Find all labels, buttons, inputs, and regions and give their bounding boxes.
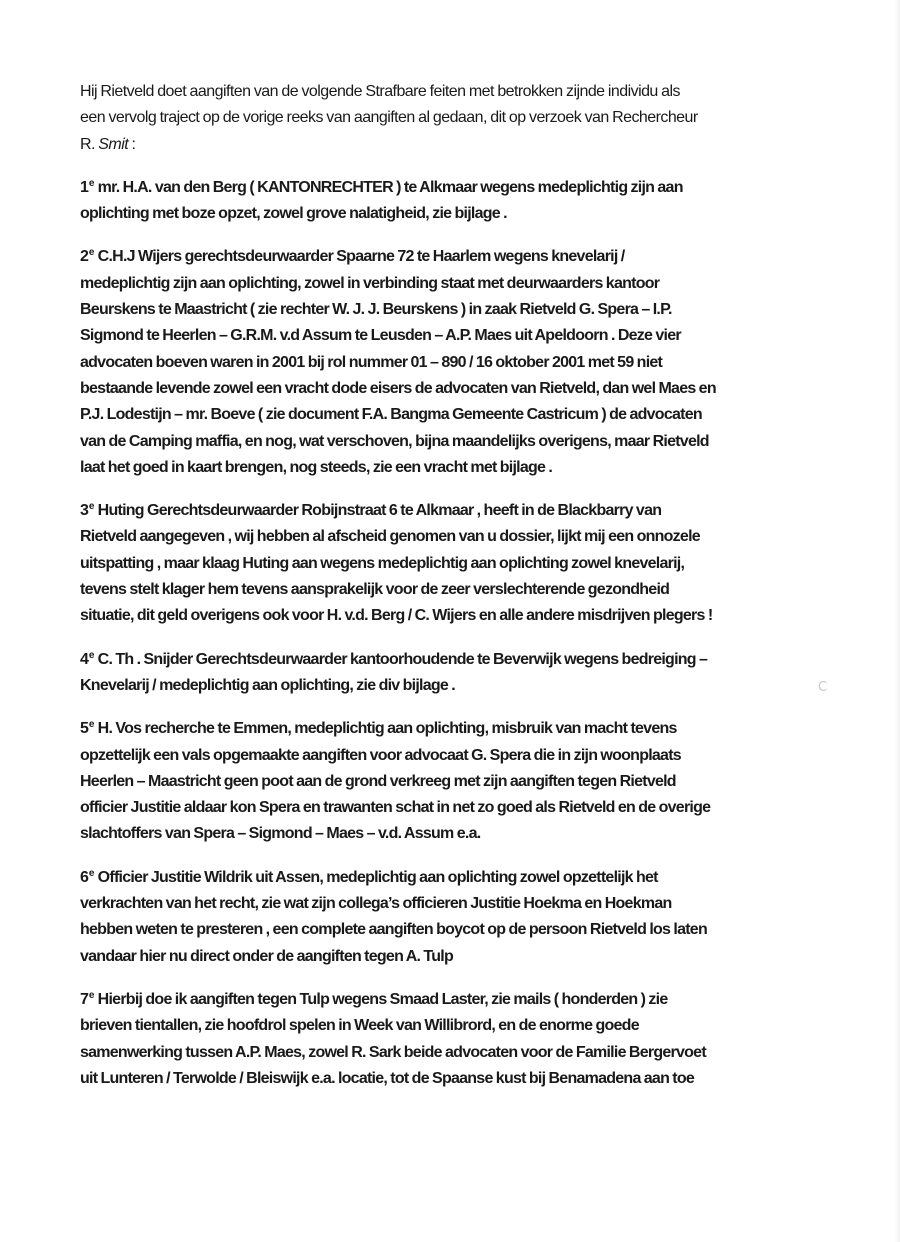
complaint-line [80,821,840,847]
line-text: C. Th . Snijder Gerechtsdeurwaarder kantoorhoudende te Beverwijk wegens bedreiging – [94,650,708,668]
complaint-line [80,769,840,795]
complaint-line [80,795,840,821]
item-number: 2 [80,248,89,266]
line-text: uitspatting , maar klaag Huting aan wegens medeplichtig aan oplichting zowel knevelarij, [80,554,685,572]
line-text: C.H.J Wijers gerechtsdeurwaarder Spaarne 72 te Haarlem wegens knevelarij / [94,248,625,266]
complaint-line [80,297,840,323]
line-text: oplichting met boze opzet, zowel grove nalatigheid, zie bijlage . [80,205,507,223]
complaint-line [80,376,840,402]
intro-paragraph [80,79,840,158]
line-text: slachtoffers van Spera – Sigmond – Maes – v.d. Assum e.a. [80,825,481,843]
line-text: Heerlen – Maastricht geen poot aan de grond verkreeg met zijn aangiften tegen Rietveld [80,772,676,790]
item-number: 4 [80,650,89,668]
complaint-line [80,647,840,673]
scan-edge [894,0,900,1242]
ordinal-suffix: e [88,177,95,189]
complaint-item [80,175,840,228]
complaint-line [80,987,840,1013]
complaint-item [80,865,840,970]
line-text: Beurskens te Maastricht ( zie rechter W. J. J. Beurskens ) in zaak Rietveld G. Spera – I.P. [80,301,672,319]
complaint-item [80,647,840,700]
complaint-line [80,551,840,577]
complaint-line [80,455,840,481]
complaint-item [80,716,840,847]
ordinal-suffix: e [88,649,95,661]
line-text: Sigmond te Heerlen – G.R.M. v.d Assum te Leusden – A.P. Maes uit Apeldoorn . Deze vier [80,327,681,345]
line-text: van de Camping maffia, en nog, wat verschoven, bijna maandelijks overigens, maar Rietveld [80,432,709,450]
line-text: brieven tientallen, zie hoofdrol spelen in Week van Willibrord, en de enorme goede [80,1017,639,1035]
detective-name: Smit [98,135,129,153]
complaint-line [80,716,840,742]
complaint-line [80,175,840,201]
complaint-line [80,429,840,455]
complaint-item [80,498,840,629]
line-text: opzettelijk een vals opgemaakte aangiften voor advocaat G. Spera die in zijn woonplaats [80,746,681,764]
line-text: situatie, dit geld overigens ook voor H. v.d. Berg / C. Wijers en alle andere misdrijven plegers ! [80,607,713,625]
complaint-line [80,944,840,970]
ordinal-suffix: e [88,247,95,259]
complaint-line [80,891,840,917]
line-text: uit Lunteren / Terwolde / Bleiswijk e.a. locatie, tot de Spaanse kust bij Benamadena aan toe [80,1069,695,1087]
complaint-line [80,1013,840,1039]
intro-line [80,132,840,158]
complaint-line [80,1066,840,1092]
line-text: verkrachten van het recht, zie wat zijn collega’s officieren Justitie Hoekma en Hoekman [80,895,672,913]
line-text: laat het goed in kaart brengen, nog steeds, zie een vracht met bijlage . [80,458,553,476]
complaint-line [80,1040,840,1066]
line-text: samenwerking tussen A.P. Maes, zowel R. Sark beide advocaten voor de Familie Bergervoet [80,1043,706,1061]
complaint-line [80,917,840,943]
item-number: 7 [80,990,89,1008]
ordinal-suffix: e [88,989,95,1001]
complaint-line [80,865,840,891]
complaint-item [80,244,840,481]
line-text: Knevelarij / medeplichtig aan oplichting, zie div bijlage . [80,676,455,694]
line-text: vandaar hier nu direct onder de aangiften tegen A. Tulp [80,947,453,965]
complaint-line [80,323,840,349]
ordinal-suffix: e [88,867,95,879]
line-text: P.J. Lodestijn – mr. Boeve ( zie document F.A. Bangma Gemeente Castricum ) de advocaten [80,406,702,424]
line-text: advocaten boeven waren in 2001 bij rol nummer 01 – 890 / 16 oktober 2001 met 59 niet [80,353,663,371]
item-number: 3 [80,502,89,520]
complaint-line [80,498,840,524]
complaint-list [80,175,840,1092]
line-text: Rietveld aangegeven , wij hebben al afscheid genomen van u dossier, lijkt mij een onnozele [80,528,700,546]
complaint-line [80,350,840,376]
line-text: tevens stelt klager hem tevens aansprakelijk voor de zeer verslechterende gezondheid [80,581,670,599]
complaint-line [80,524,840,550]
complaint-item [80,987,840,1092]
line-text: bestaande levende zowel een vracht dode eisers de advocaten van Rietveld, dan wel Maes en [80,379,716,397]
margin-mark: C [818,680,828,695]
intro-line: Hij Rietveld doet aangiften van de volgende Strafbare feiten met betrokken zijnde individu als [80,83,680,100]
complaint-line [80,673,840,699]
intro-line: een vervolg traject op de vorige reeks van aangiften al gedaan, dit op verzoek van Rechercheur [80,109,698,127]
item-number: 5 [80,720,89,738]
line-text: officier Justitie aldaar kon Spera en trawanten schat in net zo goed als Rietveld en de overige [80,799,711,817]
ordinal-suffix: e [88,719,95,731]
line-text: mr. H.A. van den Berg ( KANTONRECHTER ) te Alkmaar wegens medeplichtig zijn aan [94,178,683,196]
complaint-line [80,577,840,603]
ordinal-suffix: e [88,501,95,513]
intro-suffix: : [128,135,136,153]
complaint-line [80,603,840,629]
item-number: 1 [80,178,89,196]
line-text: Officier Justitie Wildrik uit Assen, medeplichtig aan oplichting zowel opzettelijk het [94,868,658,886]
line-text: Huting Gerechtsdeurwaarder Robijnstraat 6 te Alkmaar , heeft in de Blackbarry van [94,502,662,520]
complaint-line [80,271,840,297]
line-text: Hierbij doe ik aangiften tegen Tulp wegens Smaad Laster, zie mails ( honderden ) zie [94,990,668,1008]
line-text: hebben weten te presteren , een complete aangiften boycot op de persoon Rietveld los laten [80,921,707,939]
complaint-line [80,402,840,428]
intro-prefix: R. [80,135,99,153]
complaint-line [80,244,840,270]
complaint-line [80,743,840,769]
complaint-line [80,201,840,227]
item-number: 6 [80,868,89,886]
document-page [80,79,840,1109]
line-text: medeplichtig zijn aan oplichting, zowel in verbinding staat met deurwaarders kantoor [80,274,660,292]
line-text: H. Vos recherche te Emmen, medeplichtig aan oplichting, misbruik van macht tevens [94,720,677,738]
